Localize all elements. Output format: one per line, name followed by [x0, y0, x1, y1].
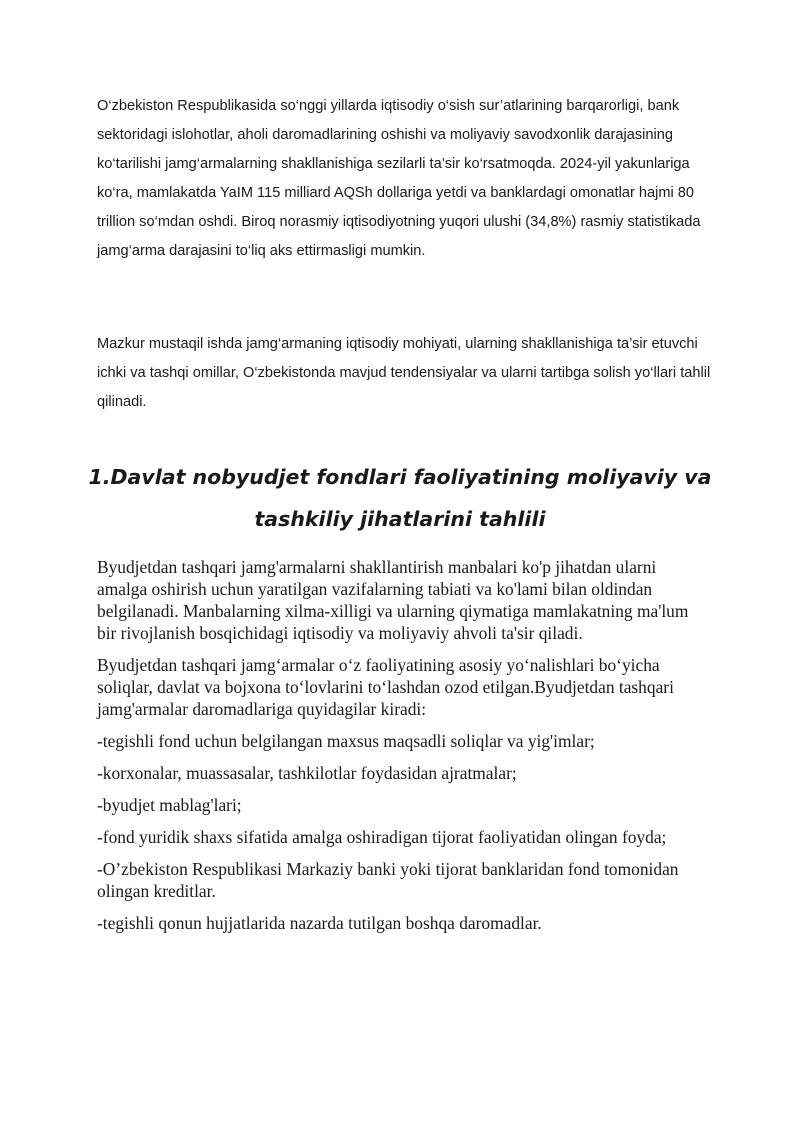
body-paragraph-2: Byudjetdan tashqari jamg‘armalar o‘z faoliyatining asosiy yo‘nalishlari bo‘yicha soliqlar, davlat va bojxona to‘lovlarini to‘lashdan ozod etilgan.Byudjetdan tashqari jamg'armalar daromadlariga quyidagilar kiradi: [97, 655, 674, 719]
body-paragraph-1: Byudjetdan tashqari jamg'armalarni shakllantirish manbalari ko'p jihatdan ularni amalga oshirish uchun yaratilgan vazifalarning tabiati va ko'lami bilan oldindan belgilanadi. Manbalarning xilma-xilligi va ularning qiymatiga mamlakatning ma'lum bir rivojlanish bosqichidagi iqtisodiy va moliyaviy ahvoli ta'sir qiladi. [97, 557, 689, 643]
list-item: -byudjet mablag'lari; [97, 795, 242, 815]
intro-paragraph-2: Mazkur mustaqil ishda jamg‘armaning iqtisodiy mohiyati, ularning shakllanishiga ta’sir etuvchi ichki va tashqi omillar, O‘zbekistonda mavjud tendensiyalar va ularni tartibga solish yo‘llari tahlil qilinadi. [97, 336, 711, 410]
list-item: -fond yuridik shaxs sifatida amalga oshiradigan tijorat faoliyatidan olingan foyda; [97, 827, 667, 847]
list-item: -O’zbekiston Respublikasi Markaziy banki yoki tijorat banklaridan fond tomonidan olingan kreditlar. [97, 859, 679, 901]
list-item: -tegishli fond uchun belgilangan maxsus maqsadli soliqlar va yig'imlar; [97, 731, 595, 751]
intro-paragraph-1: O‘zbekiston Respublikasida so‘nggi yillarda iqtisodiy o‘sish sur’atlarining barqarorligi, bank sektoridagi islohotlar, aholi daromadlarining oshishi va moliyaviy savodxonlik darajasining ko‘tarilishi jamg‘armalarning shakllanishiga sezilarli ta’sir ko‘rsatmoqda. 2024-yil yakunlariga ko‘ra, mamlakatda YaIM 115 milliard AQSh dollariga yetdi va banklardagi omonatlar hajmi 80 trillion so‘mdan oshdi. Biroq norasmiy iqtisodiyotning yuqori ulushi (34,8%) rasmiy statistikada jamg‘arma darajasini to‘liq aks ettirmasligi mumkin. [97, 98, 701, 259]
section-heading: 1.Davlat nobyudjet fondlari faoliyatining moliyaviy va tashkiliy jihatlarini tahlili [88, 465, 712, 531]
list-item: -tegishli qonun hujjatlarida nazarda tutilgan boshqa daromadlar. [97, 913, 542, 933]
section-body [97, 556, 709, 944]
list-item: -korxonalar, muassasalar, tashkilotlar foydasidan ajratmalar; [97, 763, 517, 783]
